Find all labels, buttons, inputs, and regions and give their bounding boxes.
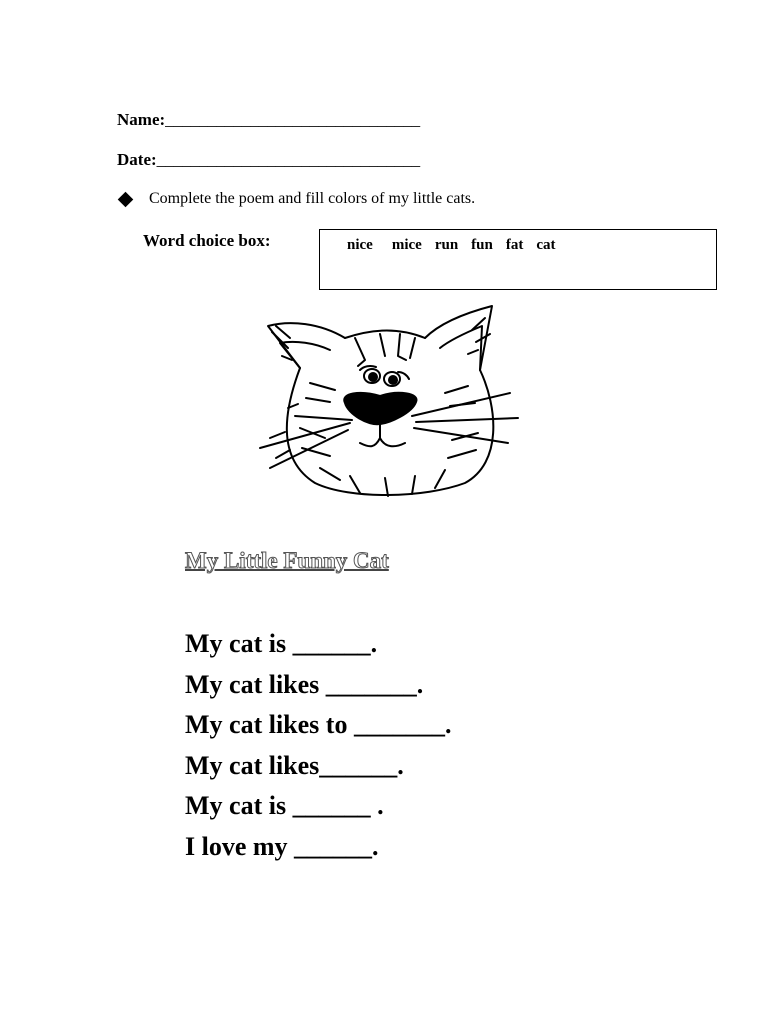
poem-line[interactable]: I love my ______.: [185, 831, 379, 861]
poem-body: [185, 624, 451, 867]
word-item: run: [434, 237, 459, 253]
poem-line[interactable]: My cat is ______ .: [185, 791, 384, 820]
instruction-text: Complete the poem and fill colors of my little cats.: [149, 190, 476, 207]
instruction: [118, 190, 475, 208]
name-label: Name:: [117, 110, 166, 129]
poem-line[interactable]: My cat likes _______.: [185, 669, 424, 699]
poem-title: My Little Funny Cat: [185, 548, 389, 573]
word-item: cat: [536, 237, 556, 253]
name-blank[interactable]: ______________________________: [165, 110, 421, 129]
word-item: nice: [347, 237, 373, 253]
name-line: [117, 110, 420, 130]
word-choice-box: [319, 229, 717, 290]
date-line: [117, 150, 420, 170]
date-blank[interactable]: _______________________________: [156, 150, 421, 169]
date-label: Date:: [117, 150, 157, 169]
diamond-bullet-icon: [118, 191, 134, 207]
word-item: fat: [505, 237, 524, 253]
cat-face-icon: [240, 298, 530, 503]
poem-line[interactable]: My cat likes to _______.: [185, 710, 452, 739]
word-item: fun: [471, 237, 493, 253]
word-choice-label: Word choice box:: [143, 231, 271, 250]
poem-line[interactable]: My cat is ______.: [185, 629, 378, 658]
word-item: mice: [391, 237, 422, 253]
word-list: [347, 237, 569, 254]
poem-line[interactable]: My cat likes______.: [185, 750, 404, 780]
